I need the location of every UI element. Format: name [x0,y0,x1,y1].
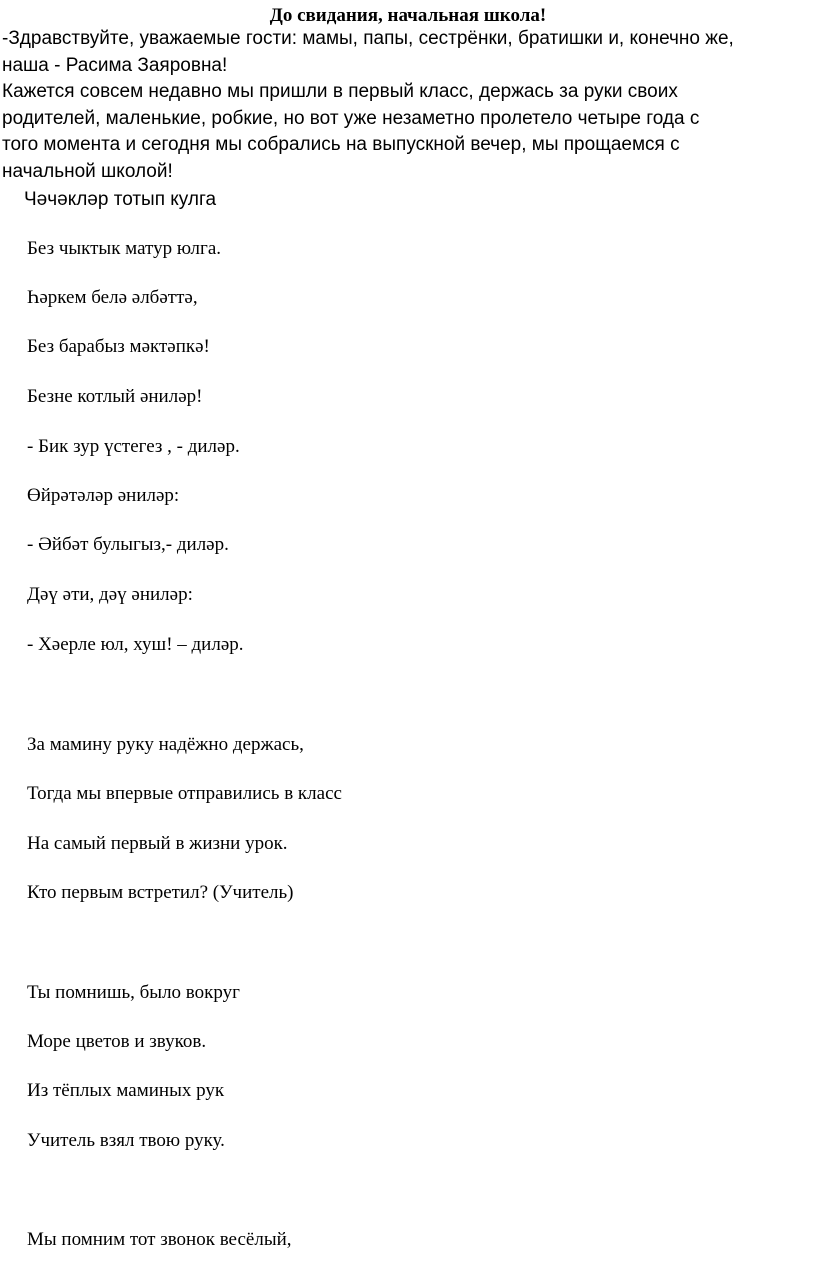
document-title: До свидания, начальная школа! [269,5,547,26]
intro-line: наша - Расима Заяровна! [2,54,228,76]
tatar-verse-line: Һәркем белә әлбәттә, [27,287,198,308]
tatar-verse-line: Чәчәкләр тотып кулга [24,189,217,210]
intro-line: родителей, маленькие, робкие, но вот уже незаметно пролетело четыре года с [2,107,700,129]
poem-line: Из тёплых маминых рук [27,1080,225,1101]
tatar-verse-line: Безне котлый әниләр! [27,386,203,407]
tatar-verse-line: - Бик зур үстегез , - диләр. [27,436,240,457]
tatar-verse-line: Өйрәтәләр әниләр: [27,485,180,506]
tatar-verse-line: - Әйбәт булыгыз,- диләр. [27,534,229,555]
poem-line: Кто первым встретил? (Учитель) [27,882,294,903]
intro-line: начальной школой! [2,160,173,182]
poem-line: За мамину руку надёжно держась, [27,734,304,755]
intro-paragraph [0,26,816,185]
poem-line: Море цветов и звуков. [27,1031,207,1052]
poem-line: Учитель взял твою руку. [27,1130,225,1151]
intro-line: -Здравствуйте, уважаемые гости: мамы, папы, сестрёнки, братишки и, конечно же, [2,28,734,49]
tatar-verse-line: Без барабыз мәктәпкә! [27,336,210,357]
poem-line: На самый первый в жизни урок. [27,833,288,854]
poem-line: Тогда мы впервые отправились в класс [27,783,342,804]
poem-line: Мы помним тот звонок весёлый, [27,1229,292,1250]
intro-line: Кажется совсем недавно мы пришли в первый класс, держась за руки своих [2,81,678,102]
intro-line: того момента и сегодня мы собрались на выпускной вечер, мы прощаемся с [2,134,680,155]
poem-line: Ты помнишь, было вокруг [27,982,240,1003]
tatar-verse-line: - Хәерле юл, хуш! – диләр. [27,634,244,655]
tatar-verse-line: Без чыктык матур юлга. [27,238,221,259]
tatar-verse-line: Дәү әти, дәү әниләр: [27,584,193,605]
